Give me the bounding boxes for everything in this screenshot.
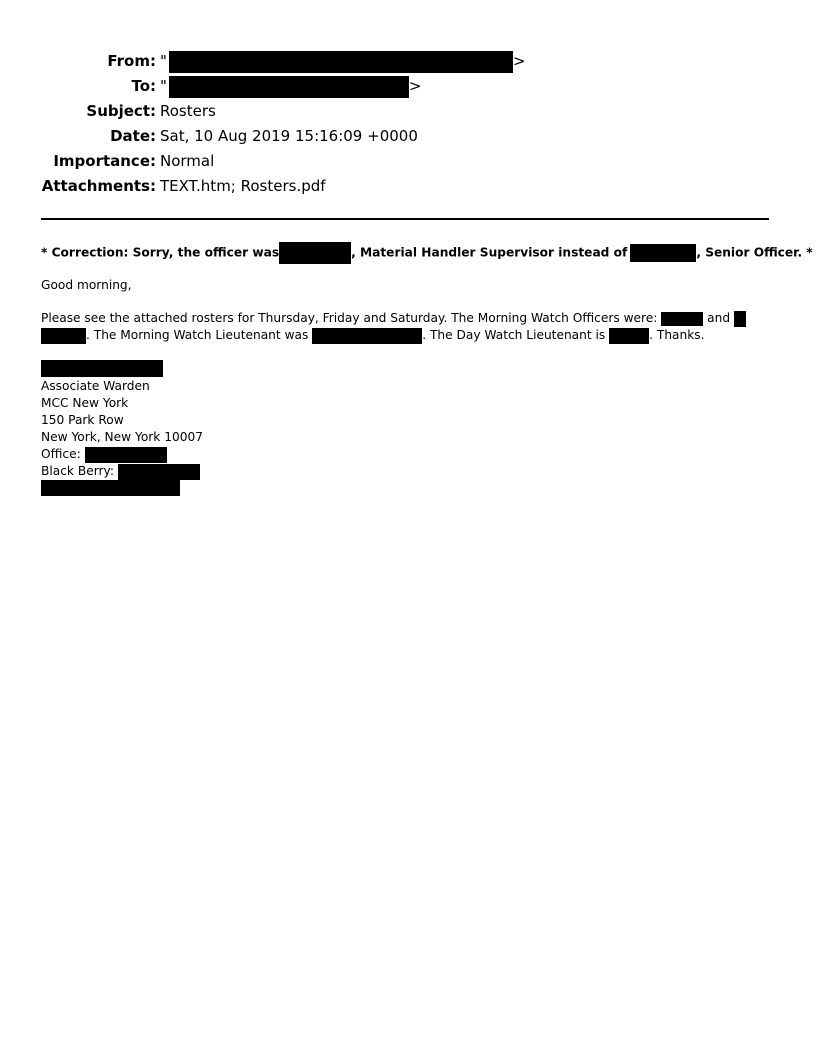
attachments-row — [0, 175, 816, 197]
signature-street: 150 Park Row — [41, 413, 124, 427]
importance-value: Normal — [160, 152, 215, 170]
office-label: Office: — [41, 447, 85, 461]
redaction-morning-lieutenant — [312, 328, 422, 344]
attachments-value: TEXT.htm; Rosters.pdf — [160, 177, 326, 195]
redaction-officer — [279, 242, 351, 264]
header-divider — [41, 218, 769, 220]
to-label: To: — [131, 77, 156, 95]
date-value: Sat, 10 Aug 2019 15:16:09 +0000 — [160, 127, 418, 145]
correction-text-2: , Material Handler Supervisor instead of — [351, 245, 628, 260]
para-text-a2: and — [703, 311, 734, 325]
from-angle: > — [512, 52, 526, 70]
subject-label: Subject: — [86, 102, 156, 120]
para-text-b2: . The Day Watch Lieutenant is — [422, 328, 610, 342]
redaction-senior-officer — [630, 244, 696, 262]
redaction-to — [169, 76, 409, 98]
para-text-a1: Please see the attached rosters for Thursday, Friday and Saturday. The Morning Watch Officers were: — [41, 311, 662, 325]
subject-value: Rosters — [160, 102, 216, 120]
redaction-from — [169, 51, 513, 73]
from-row — [0, 50, 816, 72]
para-text-b3: . Thanks. — [649, 328, 705, 342]
redaction-officer-2a — [734, 311, 746, 327]
greeting: Good morning, — [41, 278, 132, 292]
signature-blackberry — [41, 463, 200, 480]
correction-text-3: , Senior Officer. * — [696, 245, 813, 260]
date-row — [0, 125, 816, 147]
redaction-blackberry-phone — [118, 464, 200, 480]
redaction-signature-name — [41, 360, 163, 377]
redaction-day-lieutenant — [609, 328, 649, 344]
signature-title: Associate Warden — [41, 379, 150, 393]
importance-row — [0, 150, 816, 172]
redaction-officer-1 — [661, 312, 703, 326]
from-quote: " — [160, 52, 167, 70]
attachments-label: Attachments: — [41, 177, 156, 195]
redaction-email — [41, 480, 180, 496]
body-paragraph-line-1 — [41, 310, 746, 327]
to-angle: > — [408, 77, 422, 95]
para-text-b1: . The Morning Watch Lieutenant was — [86, 328, 313, 342]
blackberry-label: Black Berry: — [41, 464, 118, 478]
subject-row — [0, 100, 816, 122]
signature-city: New York, New York 10007 — [41, 430, 204, 444]
signature-office — [41, 446, 167, 463]
redaction-office-phone — [85, 447, 167, 463]
to-quote: " — [160, 77, 167, 95]
date-label: Date: — [110, 127, 156, 145]
signature-org: MCC New York — [41, 396, 129, 410]
correction-line — [41, 242, 813, 264]
importance-label: Importance: — [53, 152, 156, 170]
to-value — [160, 75, 421, 98]
redaction-officer-2b — [41, 328, 86, 344]
to-row — [0, 75, 816, 97]
body-paragraph-line-2 — [41, 327, 705, 344]
from-label: From: — [107, 52, 156, 70]
from-value — [160, 50, 525, 73]
correction-text-1: * Correction: Sorry, the officer was — [41, 245, 280, 260]
